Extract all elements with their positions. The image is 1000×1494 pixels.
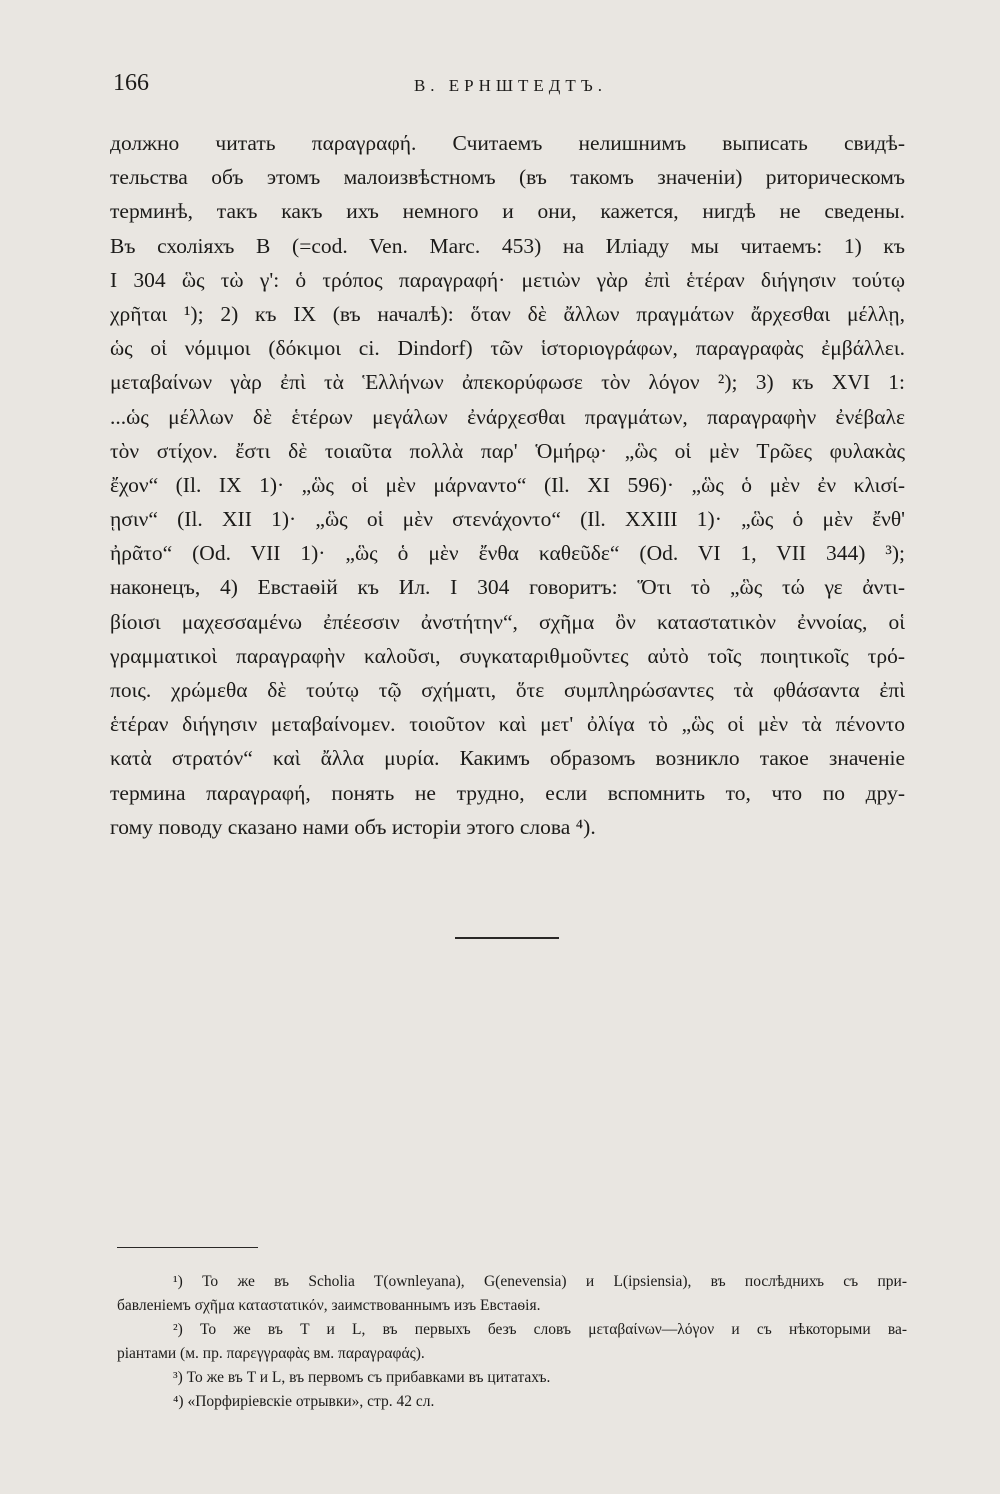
footnote-line: ²) То же въ T и L, въ первыхъ безъ словъ μεταβαίνων—λόγον и съ нѣкоторыми ва-	[173, 1321, 907, 1338]
footnote-line: ³) То же въ T и L, въ первомъ съ прибавками въ цитатахъ.	[173, 1369, 551, 1386]
text-line: термина παραγραφή, понять не трудно, если вспомнить то, что по дру-	[110, 780, 905, 805]
running-title: В. ЕРНШТЕДТЪ.	[413, 76, 608, 95]
footnote-1	[117, 1270, 907, 1318]
text-line: γραμματικοὶ παραγραφὴν καλοῦσι, συγκαταριθμοῦντες αὐτὸ τοῖς ποιητικοῖς τρό-	[110, 643, 905, 668]
text-line: τὸν στίχον. ἔστι δὲ τοιαῦτα πολλὰ παρ' Ὁμήρῳ· „ὣς οἱ μὲν Τρῶες φυλακὰς	[110, 438, 905, 463]
text-line: I 304 ὣς τὼ γ': ὁ τρόπος παραγραφή· μετιὼν γὰρ ἐπὶ ἑτέραν διήγησιν τούτῳ	[110, 267, 905, 292]
text-line: μεταβαίνων γὰρ ἐπὶ τὰ Ἑλλήνων ἀπεκορύφωσε τὸν λόγον ²); 3) къ XVI 1:	[110, 370, 905, 395]
section-divider	[455, 937, 559, 939]
text-line: гому поводу сказано нами объ исторіи этого слова ⁴).	[110, 814, 596, 839]
text-line: терминѣ, такъ какъ ихъ немного и они, кажется, нигдѣ не сведены.	[110, 199, 905, 224]
footnote-2	[117, 1318, 907, 1366]
footnotes	[117, 1270, 907, 1414]
main-text	[110, 126, 905, 844]
text-line: ῃσιν“ (Il. XII 1)· „ὣς οἱ μὲν στενάχοντο“ (Il. XXIII 1)· „ὣς ὁ μὲν ἔνθ'	[110, 507, 905, 532]
text-line: κατὰ στρατόν“ καὶ ἄλλα μυρία. Какимъ образомъ возникло такое значеніе	[110, 746, 905, 771]
footnote-3	[117, 1366, 907, 1390]
footnote-line: ріантами (м. пр. παρεγγραφὰς вм. παραγραφάς).	[117, 1345, 425, 1362]
page-number: 166	[113, 70, 149, 96]
footnote-line: бавленіемъ σχῆμα καταστατικόν, заимствованнымъ изъ Евстаѳія.	[117, 1297, 541, 1314]
text-line: ἠρᾶτο“ (Od. VII 1)· „ὣς ὁ μὲν ἔνθα καθεῦδε“ (Od. VI 1, VII 344) ³);	[110, 541, 905, 566]
text-line: ἔχον“ (Il. IX 1)· „ὣς οἱ μὲν μάρναντο“ (Il. XI 596)· „ὣς ὁ μὲν ἐν κλισί-	[110, 472, 905, 497]
page-header	[113, 70, 908, 106]
text-line: наконецъ, 4) Евстаѳій къ Ил. I 304 говоритъ: Ὅτι τὸ „ὣς τώ γε ἀντι-	[110, 575, 905, 600]
text-line: ...ὡς μέλλων δὲ ἑτέρων μεγάλων ἐνάρχεσθαι πραγμάτων, παραγραφὴν ἐνέβαλε	[110, 404, 905, 429]
text-line: должно читать παραγραφή. Считаемъ нелишнимъ выписать свидѣ-	[110, 131, 905, 155]
text-line: Въ схоліяхъ B (=cod. Ven. Marc. 453) на Иліаду мы читаемъ: 1) къ	[110, 233, 905, 258]
footnote-line: ⁴) «Порфиріевскіе отрывки», стр. 42 сл.	[173, 1393, 435, 1410]
text-line: χρῆται ¹); 2) къ IX (въ началѣ): ὅταν δὲ ἄλλων πραγμάτων ἄρχεσθαι μέλλῃ,	[110, 301, 905, 326]
text-line: ὡς οἱ νόμιμοι (δόκιμοι ci. Dindorf) τῶν ἱστοριογράφων, παραγραφὰς ἐμβάλλει.	[110, 336, 905, 361]
text-line: ποις. χρώμεθα δὲ τούτῳ τῷ σχήματι, ὅτε συμπληρώσαντες τὰ φθάσαντα ἐπὶ	[110, 678, 905, 702]
text-line: тельства объ этомъ малоизвѣстномъ (въ такомъ значеніи) риторическомъ	[110, 165, 905, 190]
footnote-line: ¹) То же въ Scholia T(ownleyana), G(enevensia) и L(ipsiensia), въ послѣднихъ съ при-	[173, 1273, 907, 1290]
footnote-4	[117, 1390, 907, 1414]
text-line: βίοισι μαχεσσαμένω ἐπέεσσιν ἀνστήτην“, σχῆμα ὂν καταστατικὸν ἐννοίας, οἱ	[110, 609, 905, 634]
text-line: ἑτέραν διήγησιν μεταβαίνομεν. τοιοῦτον καὶ μετ' ὀλίγα τὸ „ὣς οἱ μὲν τὰ πένοντο	[110, 712, 905, 737]
footnote-separator	[117, 1247, 258, 1248]
